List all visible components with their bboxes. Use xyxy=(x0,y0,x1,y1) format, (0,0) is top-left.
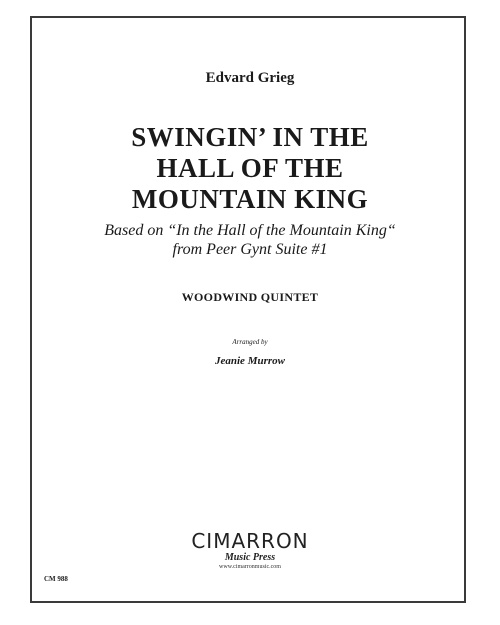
piece-subtitle xyxy=(0,221,500,259)
catalog-number: CM 988 xyxy=(44,575,68,583)
subtitle-line: Based on “In the Hall of the Mountain King“ xyxy=(104,222,396,239)
ensemble-label: WOODWIND QUINTET xyxy=(181,290,319,304)
title-line: SWINGIN’ IN THE xyxy=(131,122,369,152)
page-border xyxy=(30,16,466,603)
title-line: HALL OF THE xyxy=(156,153,344,183)
publisher-logo xyxy=(188,530,312,571)
publisher-subtitle: Music Press xyxy=(224,552,276,563)
composer-name: Edvard Grieg xyxy=(205,70,295,86)
arranged-by-label: Arranged by xyxy=(232,338,268,346)
piece-title xyxy=(0,122,500,215)
arranger-name: Jeanie Murrow xyxy=(215,355,285,367)
subtitle-line: from Peer Gynt Suite #1 xyxy=(172,241,328,258)
publisher-name: CIMARRON xyxy=(191,529,309,553)
title-line: MOUNTAIN KING xyxy=(131,184,369,214)
publisher-url: www.cimarronmusic.com xyxy=(219,564,281,570)
